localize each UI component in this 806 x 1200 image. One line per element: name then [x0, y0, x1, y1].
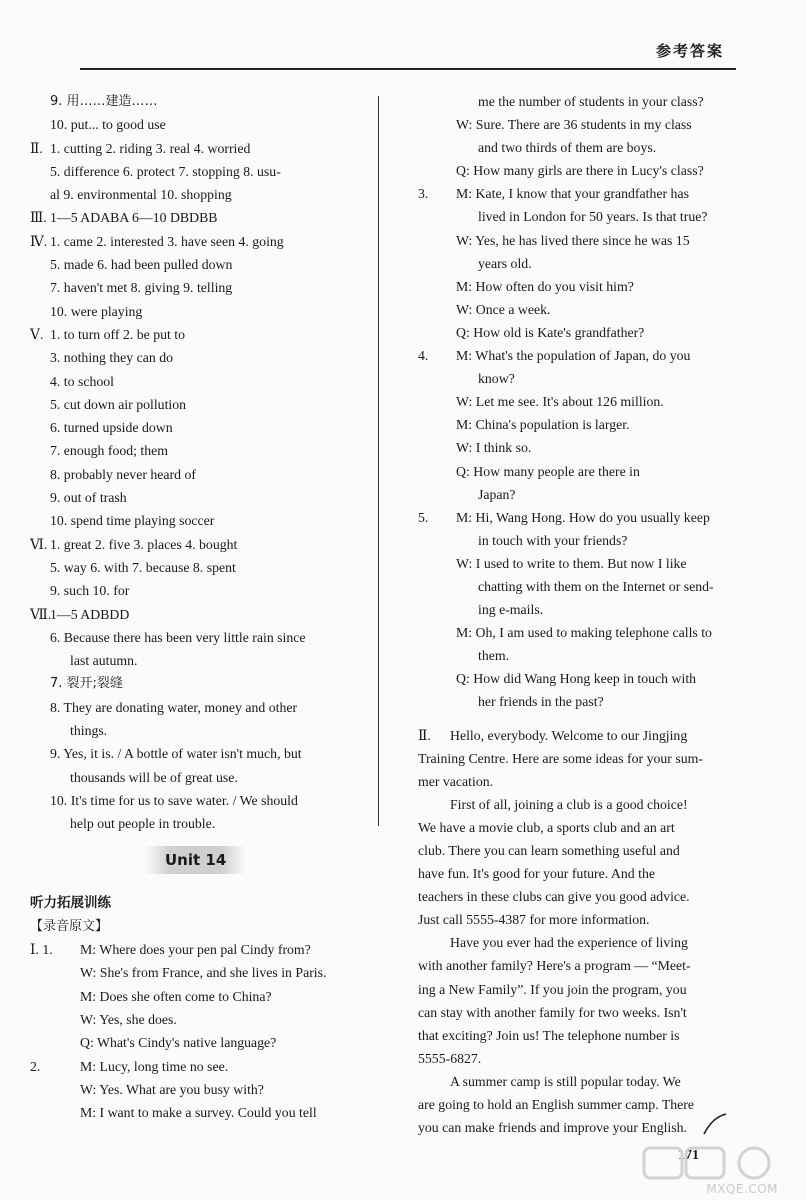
dialogue-line [418, 690, 752, 713]
dialogue-line [418, 113, 752, 136]
line-text: ing e-mails. [478, 602, 544, 618]
item-number: Ⅳ. [30, 233, 48, 249]
passage-line: A summer camp is still popular today. We [450, 1073, 681, 1089]
line-text: 7. enough food; them [50, 443, 169, 459]
line-text: W: Yes, she does. [80, 1011, 177, 1027]
answer-line [30, 649, 375, 672]
passage-line: that exciting? Join us! The telephone number is [418, 1027, 680, 1043]
dialogue-line [418, 229, 752, 252]
line-text: W: Yes, he has lived there since he was 15 [456, 232, 690, 248]
line-text: 8. probably never heard of [50, 466, 196, 482]
passage-line: Hello, everybody. Welcome to our Jingjing [450, 727, 688, 743]
page-number: 171 [678, 1148, 699, 1163]
answer-line [30, 626, 375, 649]
line-text: 3. nothing they can do [50, 350, 173, 366]
page-header-title: 参考答案 [655, 42, 724, 60]
passage-line: can stay with another family for two weeks. Isn't [418, 1004, 687, 1020]
dialogue-line [418, 436, 752, 459]
answer-line [30, 346, 375, 369]
line-text: M: Lucy, long time no see. [80, 1058, 229, 1074]
dialogue-line [30, 1055, 375, 1078]
passage-line: ing a New Family”. If you join the program, you [418, 981, 687, 997]
section-title-line [30, 892, 375, 915]
dialogue-line [418, 136, 752, 159]
line-text: 1—5 ADABA 6—10 DBDBB [50, 210, 218, 226]
dialogue-line [30, 1031, 375, 1054]
line-text: Q: How many people are there in [456, 463, 640, 479]
line-text: M: I want to make a survey. Could you tell [80, 1105, 317, 1121]
dialogue-line [418, 575, 752, 598]
dialogue-line [418, 621, 752, 644]
dialogue-line [418, 483, 752, 506]
answer-line [30, 463, 375, 486]
passage-line: 5555-6827. [418, 1050, 482, 1066]
unit-heading-block [30, 836, 375, 892]
line-text: 9. such 10. for [50, 583, 130, 599]
answer-line [30, 90, 375, 113]
dialogue-line [30, 961, 375, 984]
line-text: Q: How many girls are there in Lucy's class? [456, 163, 704, 179]
answer-line [30, 789, 375, 812]
passage-line: are going to hold an English summer camp. There [418, 1097, 694, 1113]
item-number: Ⅴ. [30, 326, 44, 342]
section-title: 听力拓展训练 [30, 894, 111, 911]
pen-mark-icon [700, 1110, 730, 1140]
line-text: 1. cutting 2. riding 3. real 4. worried [50, 140, 251, 156]
dialogue-line [418, 667, 752, 690]
dialogue-line [418, 321, 752, 344]
line-text: 10. put... to good use [50, 117, 166, 133]
line-text: 5. way 6. with 7. because 8. spent [50, 559, 236, 575]
line-text: things. [70, 723, 108, 739]
answer-line [30, 183, 375, 206]
answer-line [30, 300, 375, 323]
answer-line [30, 253, 375, 276]
line-text: W: I think so. [456, 440, 532, 456]
dialogue-line [418, 413, 752, 436]
line-text: 7. 裂开;裂缝 [50, 676, 123, 692]
dialogue-line [418, 205, 752, 228]
answer-line [30, 160, 375, 183]
line-text: 6. turned upside down [50, 420, 173, 436]
line-text: 1. to turn off 2. be put to [50, 326, 186, 342]
line-text: Q: What's Cindy's native language? [80, 1035, 277, 1051]
dialogue-line [418, 552, 752, 575]
line-text: M: What's the population of Japan, do you [456, 348, 691, 364]
dialogue-line [418, 529, 752, 552]
line-text: W: Sure. There are 36 students in my class [456, 117, 692, 133]
answer-line [30, 509, 375, 532]
line-text: years old. [478, 255, 532, 271]
line-text: M: China's population is larger. [456, 417, 630, 433]
dialogue-line [418, 506, 752, 529]
dialogue-line [418, 275, 752, 298]
line-text: 7. haven't met 8. giving 9. telling [50, 280, 233, 296]
dialogue-line [418, 90, 752, 113]
passage-spacer [418, 714, 752, 724]
item-number: 2. [30, 1058, 41, 1074]
line-text: me the number of students in your class? [478, 94, 704, 109]
line-text: 9. out of trash [50, 490, 127, 506]
dialogue-line [30, 938, 375, 961]
line-text: them. [478, 648, 510, 664]
line-text: 6. Because there has been very little rain since [50, 629, 306, 645]
line-text: know? [478, 371, 515, 387]
right-dialogue-lines [418, 90, 752, 714]
passage-line: have fun. It's good for your future. And the [418, 866, 655, 882]
watermark-text: MXQE.COM [706, 1182, 778, 1196]
line-text: M: Hi, Wang Hong. How do you usually keep [456, 509, 710, 525]
line-text: thousands will be of great use. [70, 769, 238, 785]
dialogue-line [418, 644, 752, 667]
line-text: W: Once a week. [456, 301, 551, 317]
line-text: 10. spend time playing soccer [50, 513, 215, 529]
line-text: 10. were playing [50, 303, 143, 319]
dialogue-line [418, 390, 752, 413]
dialogue-line [418, 298, 752, 321]
line-text: 5. difference 6. protect 7. stopping 8. usu- [50, 163, 281, 179]
dialogue-line [418, 344, 752, 367]
dialogue-line [30, 985, 375, 1008]
line-text: 1. came 2. interested 3. have seen 4. going [50, 233, 284, 249]
line-text: 8. They are donating water, money and other [50, 699, 298, 715]
answer-line [30, 137, 375, 160]
line-text: Japan? [478, 486, 516, 502]
answer-line [30, 579, 375, 602]
answer-line [30, 533, 375, 556]
line-text: lived in London for 50 years. Is that true? [478, 209, 708, 225]
answer-line [30, 556, 375, 579]
line-text: M: Oh, I am used to making telephone calls to [456, 625, 712, 641]
answer-line [30, 603, 375, 626]
answer-line [30, 230, 375, 253]
passage-line: We have a movie club, a sports club and an art [418, 819, 675, 835]
dialogue-line [418, 598, 752, 621]
answer-line [30, 486, 375, 509]
dialogue-line [418, 159, 752, 182]
answer-line [30, 113, 375, 136]
line-text: W: She's from France, and she lives in Paris. [80, 965, 327, 981]
dialogue-line [418, 367, 752, 390]
line-text: 5. made 6. had been pulled down [50, 257, 233, 273]
answer-line [30, 393, 375, 416]
passage-line: Have you ever had the experience of living [450, 935, 688, 951]
line-text: chatting with them on the Internet or send- [478, 578, 714, 594]
line-text: 9. Yes, it is. / A bottle of water isn't much, but [50, 746, 302, 762]
unit-title: Unit 14 [145, 846, 246, 874]
line-text: al 9. environmental 10. shopping [50, 187, 232, 203]
item-number: 3. [418, 186, 429, 202]
line-text: 1. great 2. five 3. places 4. bought [50, 536, 238, 552]
line-text: her friends in the past? [478, 694, 604, 710]
line-text: M: Where does your pen pal Cindy from? [80, 942, 311, 958]
listening-passage [418, 724, 752, 1140]
item-number: Ⅱ. [30, 140, 43, 156]
dialogue-line [418, 460, 752, 483]
item-number: 5. [418, 509, 429, 525]
column-divider [378, 96, 379, 826]
passage-line: mer vacation. [418, 773, 494, 789]
answer-line [30, 439, 375, 462]
passage-line: First of all, joining a club is a good choice! [450, 796, 688, 812]
passage-line: club. There you can learn something useful and [418, 843, 680, 858]
passage-line: you can make friends and improve your English. [418, 1120, 687, 1136]
answer-line [30, 370, 375, 393]
line-text: 9. 用……建造…… [50, 94, 158, 109]
answer-line [30, 206, 375, 229]
line-text: W: Let me see. It's about 126 million. [456, 394, 664, 410]
right-column [418, 90, 752, 1139]
line-text: W: Yes. What are you busy with? [80, 1081, 264, 1097]
passage-line: Just call 5555-4387 for more information. [418, 912, 650, 928]
answer-line [30, 696, 375, 719]
answer-line [30, 766, 375, 789]
answer-line [30, 323, 375, 346]
line-text: M: Does she often come to China? [80, 988, 272, 1004]
dialogue-line [30, 1008, 375, 1031]
line-text: last autumn. [70, 653, 138, 669]
line-text: Q: How did Wang Hong keep in touch with [456, 671, 697, 687]
line-text: 4. to school [50, 373, 114, 389]
section-subtitle-line [30, 915, 375, 938]
line-text: 1—5 ADBDD [50, 606, 130, 622]
line-text: M: Kate, I know that your grandfather has [456, 186, 689, 202]
item-number: Ⅰ. 1. [30, 942, 53, 958]
left-column [30, 90, 375, 1124]
answer-line [30, 416, 375, 439]
answer-line [30, 672, 375, 695]
item-number: Ⅲ. [30, 210, 47, 226]
header-rule [80, 68, 736, 70]
line-text: help out people in trouble. [70, 816, 216, 832]
dialogue-line [418, 252, 752, 275]
line-text: 10. It's time for us to save water. / We should [50, 792, 298, 808]
line-text: 5. cut down air pollution [50, 396, 187, 412]
passage-line: Training Centre. Here are some ideas for your sum- [418, 750, 703, 766]
line-text: M: How often do you visit him? [456, 278, 634, 294]
dialogue-line [30, 1101, 375, 1124]
passage-section-label: Ⅱ. [418, 727, 431, 743]
line-text: and two thirds of them are boys. [478, 140, 657, 156]
section-subtitle: 【录音原文】 [30, 918, 109, 934]
passage-line: with another family? Here's a program — “Meet- [418, 958, 691, 974]
left-dialogue-lines [30, 938, 375, 1124]
line-text: W: I used to write to them. But now I like [456, 555, 687, 571]
dialogue-line [418, 182, 752, 205]
answer-line [30, 276, 375, 299]
left-answer-lines [30, 90, 375, 836]
answer-line [30, 719, 375, 742]
answer-line [30, 742, 375, 765]
dialogue-line [30, 1078, 375, 1101]
line-text: Q: How old is Kate's grandfather? [456, 324, 645, 340]
passage-line: teachers in these clubs can give you good advice. [418, 889, 690, 905]
item-number: Ⅶ. [30, 606, 52, 622]
item-number: 4. [418, 348, 429, 364]
answer-line [30, 812, 375, 835]
item-number: Ⅵ. [30, 536, 48, 552]
line-text: in touch with your friends? [478, 532, 628, 548]
